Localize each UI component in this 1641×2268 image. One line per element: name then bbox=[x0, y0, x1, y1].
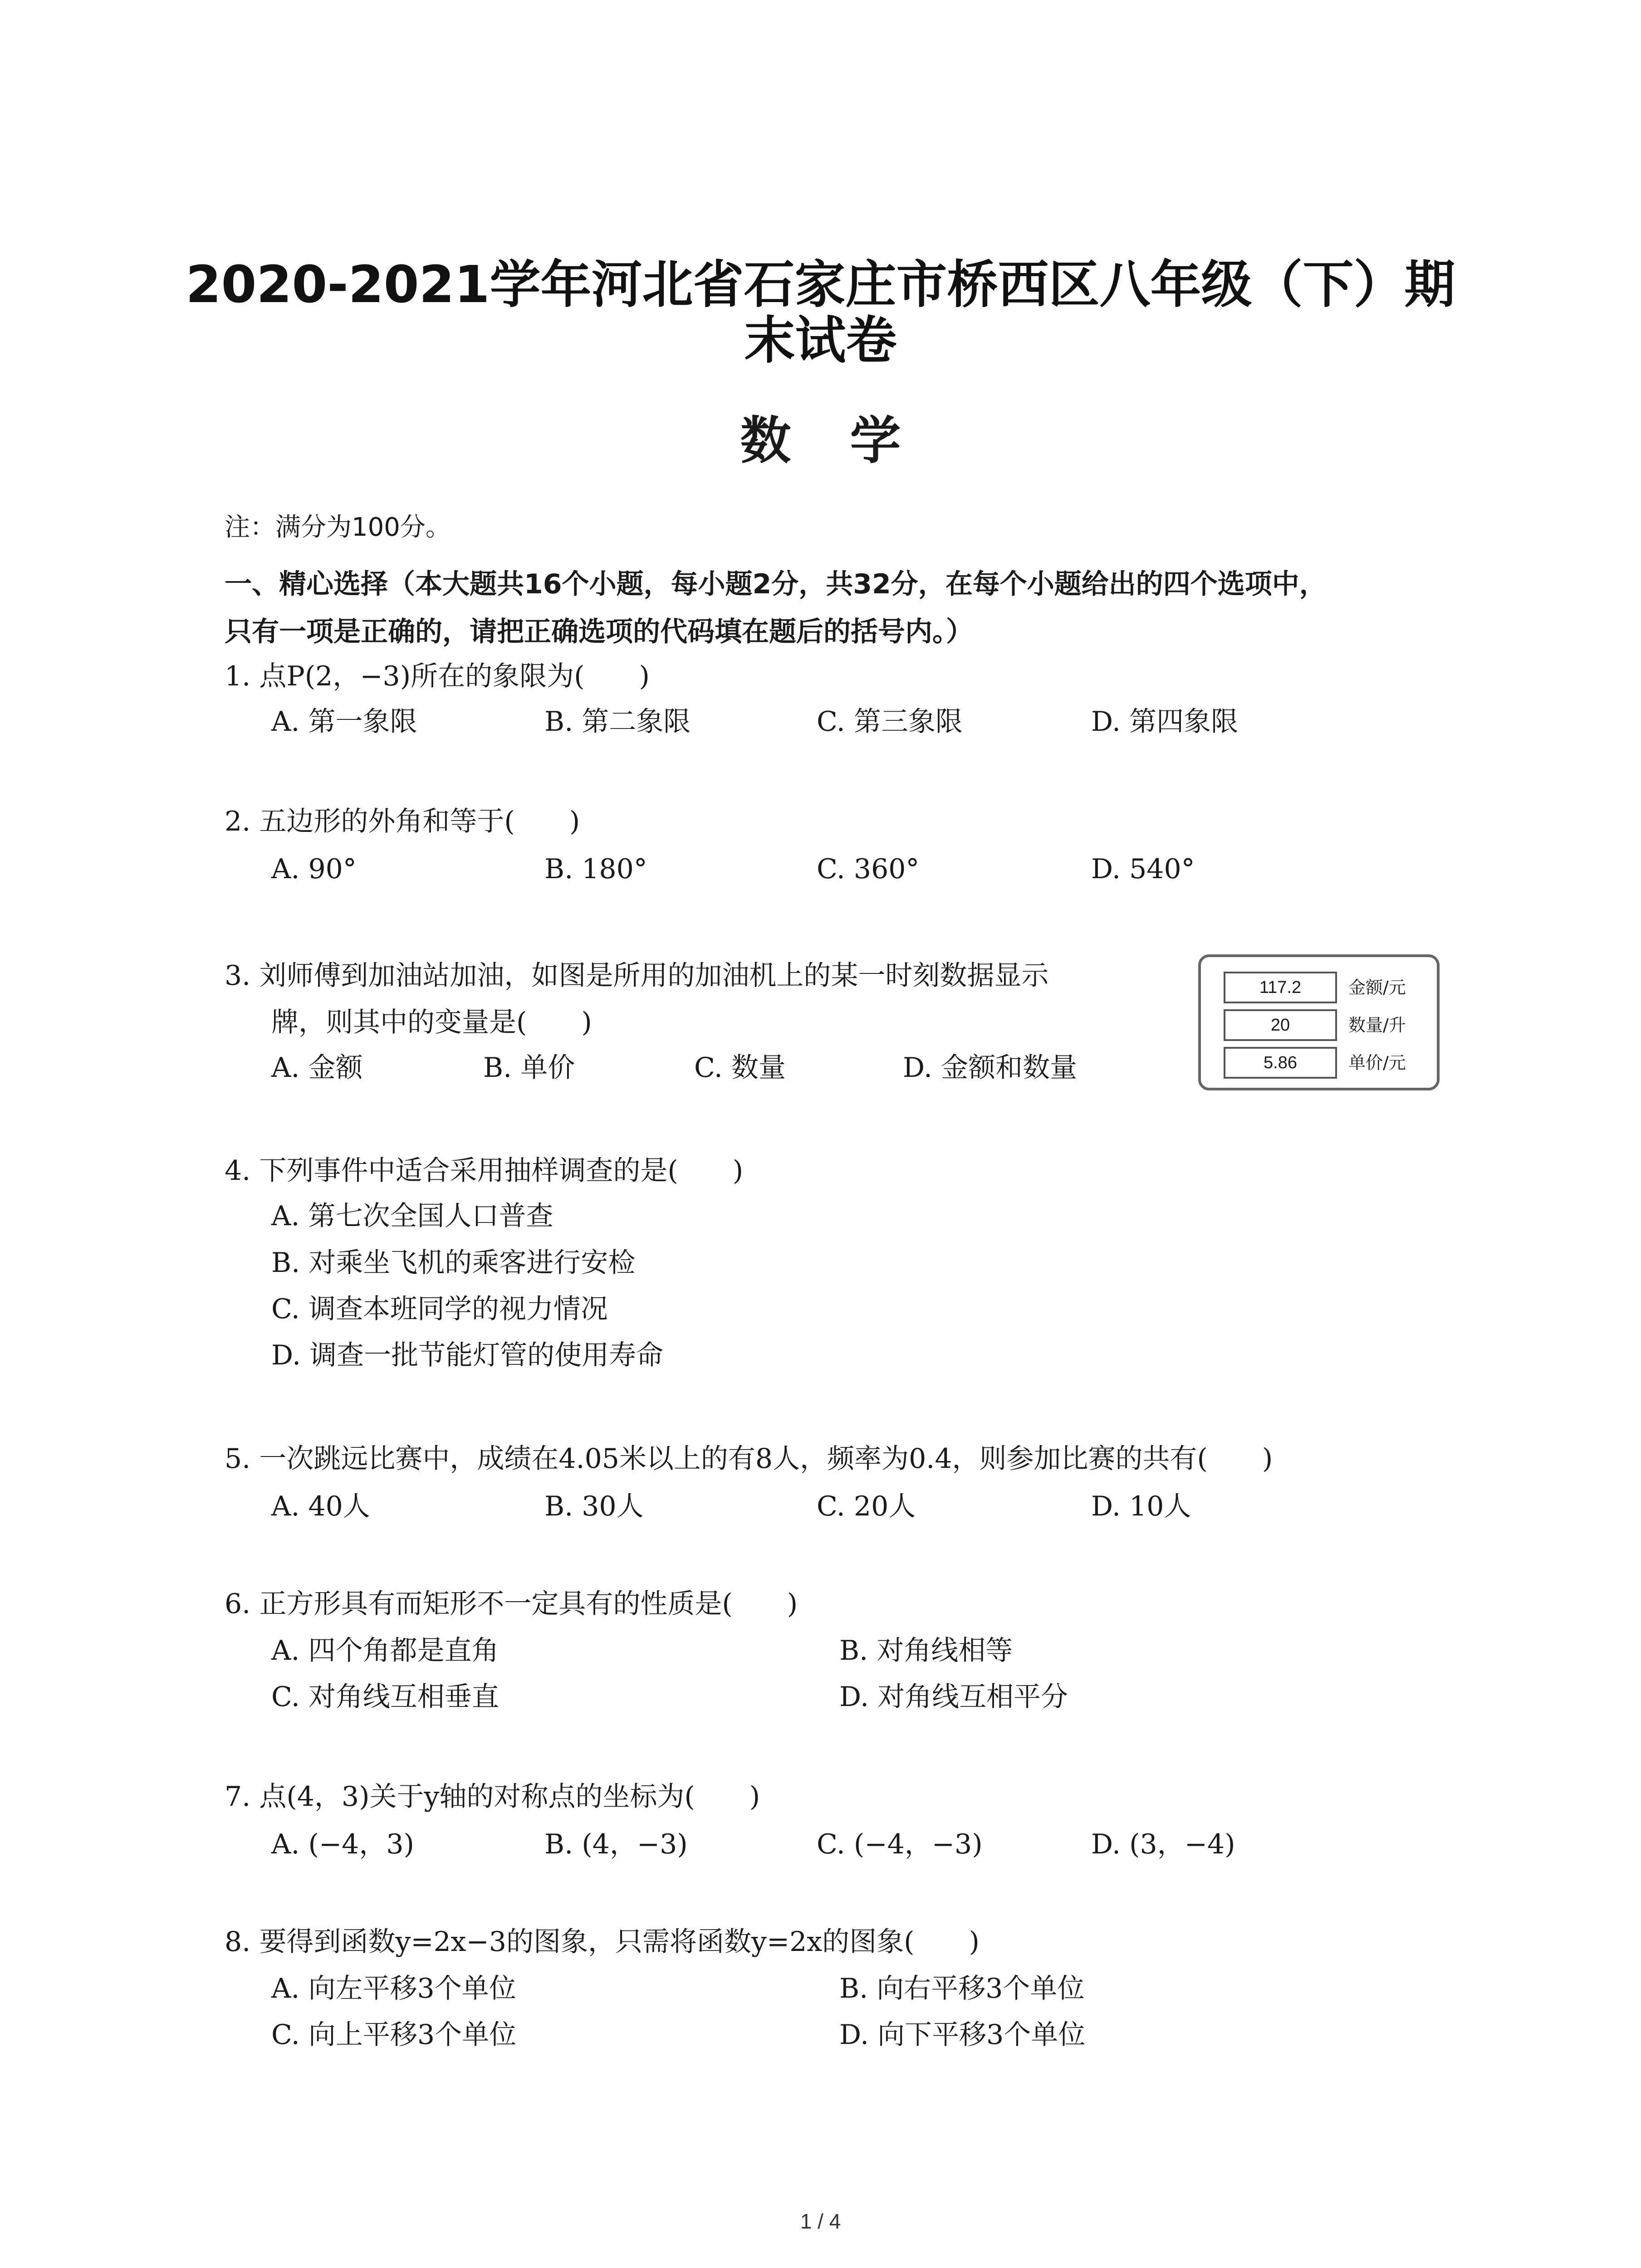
question-5-option-d: D. 10人 bbox=[1091, 1491, 1191, 1522]
question-1-option-a: A. 第一象限 bbox=[271, 706, 417, 738]
question-7-option-c: C. (−4，−3) bbox=[817, 1828, 983, 1860]
question-2-option-b: B. 180° bbox=[544, 853, 647, 885]
question-7-option-a: A. (−4，3) bbox=[271, 1828, 414, 1860]
question-6-option-b: B. 对角线相等 bbox=[839, 1635, 1013, 1667]
question-5-option-c: C. 20人 bbox=[817, 1491, 916, 1522]
question-1-stem: 1. 点P(2，−3)所在的象限为( ) bbox=[225, 660, 650, 692]
question-5-stem: 5. 一次跳远比赛中，成绩在4.05米以上的有8人，频率为0.4，则参加比赛的共有( ) bbox=[225, 1443, 1273, 1475]
question-3-option-d: D. 金额和数量 bbox=[903, 1052, 1078, 1084]
question-3-option-a: A. 金额 bbox=[271, 1052, 363, 1084]
fuel-amount-value: 117.2 bbox=[1224, 972, 1337, 1003]
exam-title-line2: 末试卷 bbox=[744, 311, 897, 370]
question-2-option-a: A. 90° bbox=[271, 853, 357, 885]
question-4-option-c: C. 调查本班同学的视力情况 bbox=[271, 1293, 608, 1325]
question-4-stem: 4. 下列事件中适合采用抽样调查的是( ) bbox=[225, 1155, 744, 1187]
exam-title-line1: 2020-2021学年河北省石家庄市桥西区八年级（下）期 bbox=[186, 255, 1455, 314]
question-7-stem: 7. 点(4，3)关于y轴的对称点的坐标为( ) bbox=[225, 1781, 760, 1813]
question-2-option-d: D. 540° bbox=[1091, 853, 1195, 885]
question-6-option-a: A. 四个角都是直角 bbox=[271, 1635, 499, 1667]
question-4-option-b: B. 对乘坐飞机的乘客进行安检 bbox=[271, 1247, 636, 1279]
section-instructions-line1: 一、精心选择（本大题共16个小题，每小题2分，共32分，在每个小题给出的四个选项中， bbox=[225, 568, 1327, 600]
question-5-option-a: A. 40人 bbox=[271, 1491, 370, 1522]
fuel-amount-label: 金额/元 bbox=[1348, 978, 1406, 997]
score-note: 注：满分为100分。 bbox=[225, 513, 451, 542]
question-1-option-d: D. 第四象限 bbox=[1091, 706, 1239, 738]
question-3-option-b: B. 单价 bbox=[483, 1052, 575, 1084]
fuel-quantity-label: 数量/升 bbox=[1348, 1015, 1406, 1035]
question-2-option-c: C. 360° bbox=[817, 853, 920, 885]
question-1-option-b: B. 第二象限 bbox=[544, 706, 691, 738]
question-4-option-a: A. 第七次全国人口普查 bbox=[271, 1200, 554, 1232]
question-8-option-b: B. 向右平移3个单位 bbox=[839, 1973, 1085, 2004]
fuel-unit-price-value: 5.86 bbox=[1224, 1047, 1337, 1079]
section-instructions-line2: 只有一项是正确的，请把正确选项的代码填在题后的括号内。） bbox=[225, 616, 973, 648]
question-6-stem: 6. 正方形具有而矩形不一定具有的性质是( ) bbox=[225, 1588, 798, 1620]
question-5-option-b: B. 30人 bbox=[544, 1491, 644, 1522]
question-1-option-c: C. 第三象限 bbox=[817, 706, 963, 738]
question-6-option-c: C. 对角线互相垂直 bbox=[271, 1681, 499, 1713]
fuel-pump-display bbox=[1198, 954, 1440, 1090]
question-3-stem: 3. 刘师傅到加油站加油，如图是所用的加油机上的某一时刻数据显示 bbox=[225, 960, 1049, 992]
fuel-unit-price-label: 单价/元 bbox=[1348, 1053, 1406, 1073]
question-8-option-d: D. 向下平移3个单位 bbox=[839, 2019, 1086, 2051]
page-number: 1 / 4 bbox=[800, 2209, 841, 2233]
question-4-option-d: D. 调查一批节能灯管的使用寿命 bbox=[271, 1339, 664, 1371]
question-7-option-b: B. (4，−3) bbox=[544, 1828, 688, 1860]
fuel-quantity-value: 20 bbox=[1224, 1009, 1337, 1041]
subject-heading: 数学 bbox=[740, 411, 960, 470]
question-2-stem: 2. 五边形的外角和等于( ) bbox=[225, 806, 580, 837]
question-8-option-c: C. 向上平移3个单位 bbox=[271, 2019, 517, 2051]
question-3-stem-line2: 牌，则其中的变量是( ) bbox=[271, 1007, 592, 1038]
question-8-option-a: A. 向左平移3个单位 bbox=[271, 1973, 516, 2004]
question-6-option-d: D. 对角线互相平分 bbox=[839, 1681, 1068, 1713]
question-8-stem: 8. 要得到函数y=2x−3的图象，只需将函数y=2x的图象( ) bbox=[225, 1926, 980, 1958]
question-7-option-d: D. (3，−4) bbox=[1091, 1828, 1235, 1860]
question-3-option-c: C. 数量 bbox=[694, 1052, 786, 1084]
